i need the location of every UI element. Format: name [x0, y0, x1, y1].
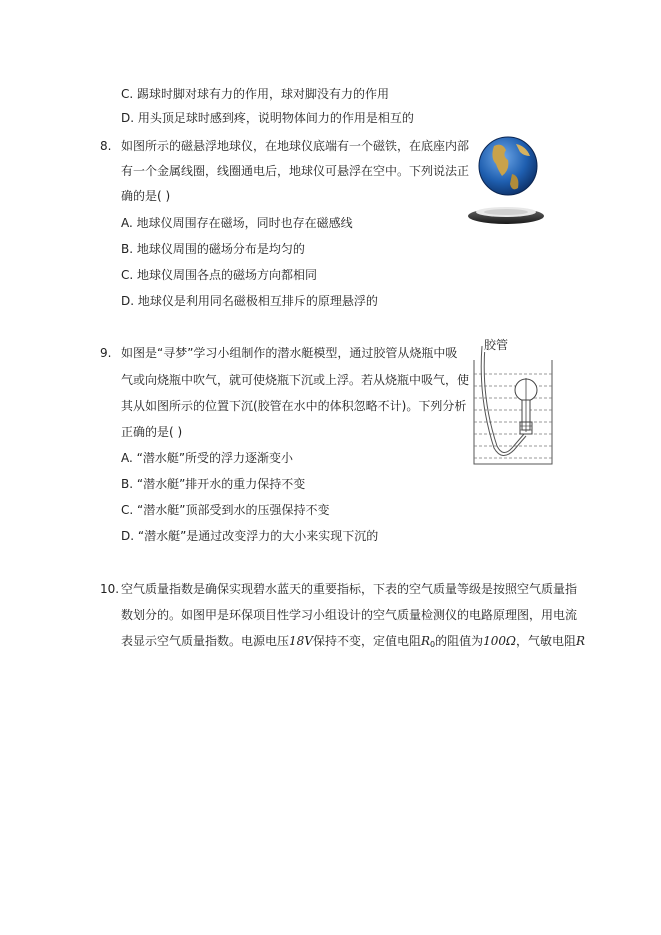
q10-line3-part-c: 的阻值为	[435, 634, 484, 648]
resistor-r0-symbol: R	[420, 634, 431, 648]
q8-option-a: A. 地球仪周围存在磁场，同时也存在磁感线	[121, 216, 353, 230]
q9-option-c: C. “潜水艇”顶部受到水的压强保持不变	[121, 503, 330, 517]
resistance-value: 100Ω	[483, 634, 516, 648]
q10-number: 10.	[100, 582, 120, 596]
q9-option-d: D. “潜水艇”是通过改变浮力的大小来实现下沉的	[121, 529, 379, 543]
prev-option-c: C. 踢球时脚对球有力的作用，球对脚没有力的作用	[121, 87, 390, 101]
q8-option-c: C. 地球仪周围各点的磁场方向都相同	[121, 268, 318, 282]
submarine-model-figure	[470, 338, 556, 468]
voltage-value: 18V	[289, 634, 313, 648]
q9-option-a: A. “潜水艇”所受的浮力逐渐变小	[121, 451, 294, 465]
q8-number: 8.	[100, 139, 112, 153]
q9-stem-line-3: 其从如图所示的位置下沉(胶管在水中的体积忽略不计)。下列分析	[121, 399, 467, 413]
q9-stem-line-2: 气或向烧瓶中吹气，就可使烧瓶下沉或上浮。若从烧瓶中吸气，使	[121, 373, 470, 387]
q10-stem-line-1: 空气质量指数是确保实现碧水蓝天的重要指标，下表的空气质量等级是按照空气质量指	[121, 582, 578, 596]
q9-number: 9.	[100, 346, 112, 360]
q8-stem-line-3: 确的是( )	[121, 189, 171, 203]
q10-stem-line-2: 数划分的。如图甲是环保项目性学习小组设计的空气质量检测仪的电路原理图，用电流	[121, 608, 578, 622]
q10-stem-line-3	[121, 633, 585, 653]
q10-line3-part-b: 保持不变，定值电阻	[312, 634, 421, 648]
q9-stem-line-4: 正确的是( )	[121, 425, 183, 439]
gas-resistor-symbol: R	[576, 634, 586, 648]
q9-option-b: B. “潜水艇”排开水的重力保持不变	[121, 477, 306, 491]
q8-option-b: B. 地球仪周围的磁场分布是均匀的	[121, 242, 305, 256]
q8-stem-line-1: 如图所示的磁悬浮地球仪，在地球仪底端有一个磁铁，在底座内部	[121, 139, 470, 153]
prev-option-d: D. 用头顶足球时感到疼，说明物体间力的作用是相互的	[121, 111, 414, 125]
q8-option-d: D. 地球仪是利用同名磁极相互排斥的原理悬浮的	[121, 294, 378, 308]
q10-line3-part-d: ，气敏电阻	[515, 634, 576, 648]
q10-line3-part-a: 表显示空气质量指数。电源电压	[121, 634, 290, 648]
maglev-globe-figure	[466, 130, 546, 228]
q9-stem-line-1: 如图是“寻梦”学习小组制作的潜水艇模型，通过胶管从烧瓶中吸	[121, 346, 458, 360]
q8-stem-line-2: 有一个金属线圈，线圈通电后，地球仪可悬浮在空中。下列说法正	[121, 164, 470, 178]
resistor-r0-subscript: 0	[430, 640, 436, 649]
tube-label: 胶管	[484, 338, 509, 352]
